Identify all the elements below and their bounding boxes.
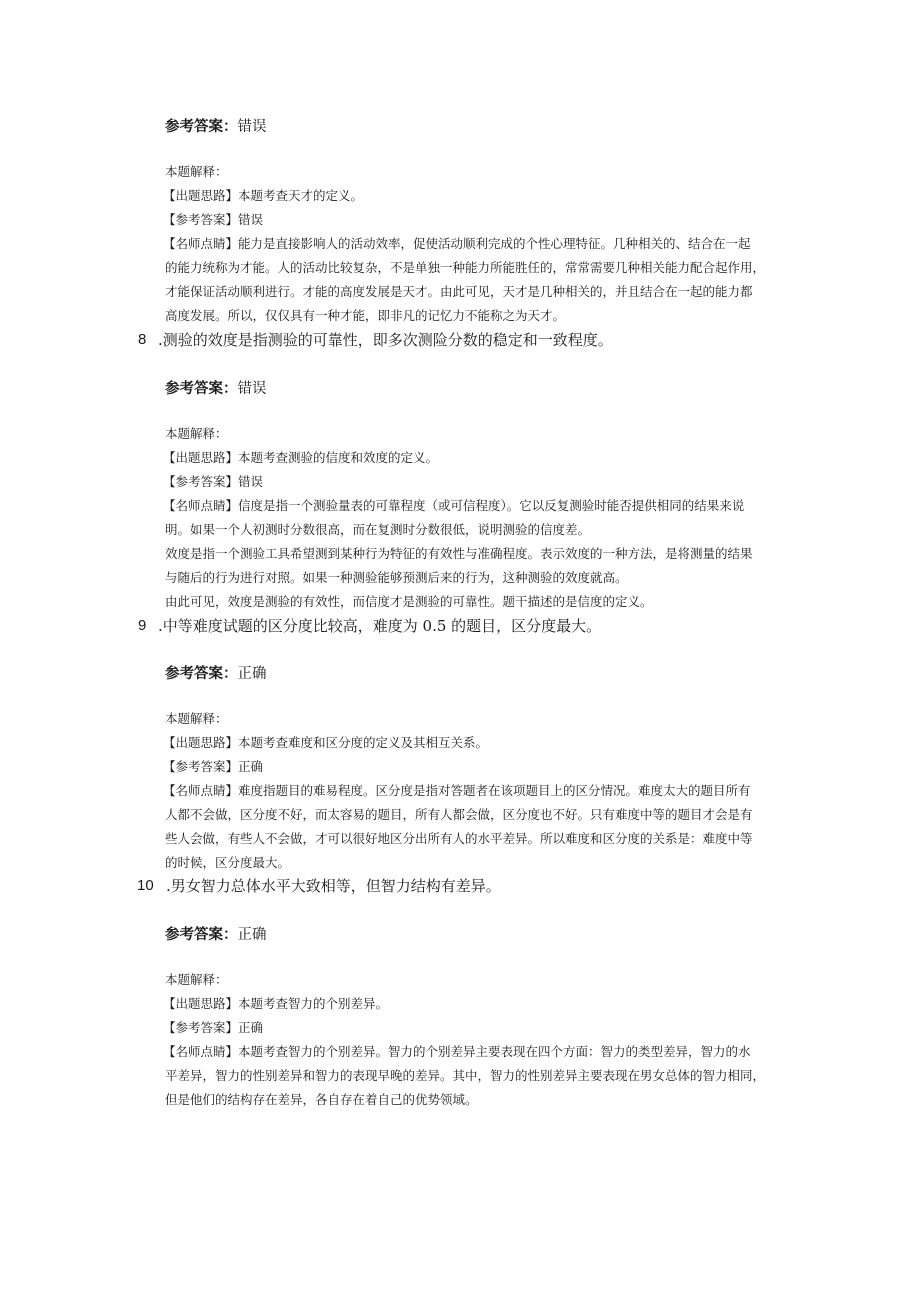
- answer-value: 错误: [237, 381, 267, 397]
- answer-label: 参考答案：: [165, 381, 238, 397]
- explanation-comment-line: 【名师点睛】信度是指一个测验量表的可靠程度（或可信程度）。它以反复测验时能否提供相同的结果来说: [163, 498, 745, 513]
- explanation-comment-line: 才能保证活动顺利进行。才能的高度发展是天才。由此可见，天才是几种相关的，并且结合在一起的能力都: [165, 284, 753, 299]
- answer-row: [165, 925, 267, 944]
- question-number: 9: [138, 617, 147, 634]
- answer-label: 参考答案：: [165, 927, 238, 943]
- explanation-ref-answer: 【参考答案】错误: [163, 212, 264, 227]
- answer-row: [165, 664, 267, 683]
- explanation-title: 本题解释：: [165, 426, 228, 441]
- explanation-ref-answer: 【参考答案】错误: [163, 474, 264, 489]
- answer-row: [165, 379, 267, 398]
- explanation-comment-line: 效度是指一个测验工具希望测到某种行为特征的有效性与准确程度。表示效度的一种方法，是将测量的结果: [165, 546, 753, 561]
- explanation-idea: 【出题思路】本题考查测验的信度和效度的定义。: [163, 450, 439, 465]
- explanation-idea: 【出题思路】本题考查天才的定义。: [163, 188, 364, 203]
- explanation-comment-line: 高度发展。所以，仅仅具有一种才能，即非凡的记忆力不能称之为天才。: [165, 308, 566, 323]
- explanation-comment-line: 人都不会做，区分度不好，而太容易的题目，所有人都会做，区分度也不好。只有难度中等的题目才会是有: [165, 807, 753, 822]
- explanation-title: 本题解释：: [165, 164, 228, 179]
- explanation-comment-line: 些人会做，有些人不会做，才可以很好地区分出所有人的水平差异。所以难度和区分度的关系是：难度中等: [165, 831, 753, 846]
- explanation-comment-line: 与随后的行为进行对照。如果一种测验能够预测后来的行为，这种测验的效度就高。: [165, 570, 628, 585]
- answer-value: 错误: [237, 119, 267, 135]
- explanation-comment-line: 由此可见，效度是测验的有效性，而信度才是测验的可靠性。题干描述的是信度的定义。: [165, 594, 653, 609]
- answer-value: 正确: [237, 666, 267, 682]
- explanation-comment-line: 明。如果一个人初测时分数很高，而在复测时分数很低，说明测验的信度差。: [165, 522, 591, 537]
- explanation-comment-line: 但是他们的结构存在差异，各自存在着自己的优势领域。: [165, 1092, 478, 1107]
- answer-row: [165, 117, 267, 136]
- question-number: 10: [137, 877, 154, 894]
- question-text: .中等难度试题的区分度比较高，难度为 0.5 的题目，区分度最大。: [158, 617, 602, 635]
- question-text: .测验的效度是指测验的可靠性，即多次测险分数的稳定和一致程度。: [158, 331, 613, 349]
- explanation-comment-line: 【名师点睛】本题考查智力的个别差异。智力的个别差异主要表现在四个方面：智力的类型差异，智力的水: [163, 1044, 751, 1059]
- question-number: 8: [138, 331, 147, 348]
- explanation-comment-line: 的能力统称为才能。人的活动比较复杂，不是单独一种能力所能胜任的，常常需要几种相关能力配合起作用，: [165, 260, 766, 275]
- explanation-ref-answer: 【参考答案】正确: [163, 1020, 264, 1035]
- question-text: .男女智力总体水平大致相等，但智力结构有差异。: [166, 877, 501, 895]
- explanation-idea: 【出题思路】本题考查难度和区分度的定义及其相互关系。: [163, 735, 489, 750]
- explanation-ref-answer: 【参考答案】正确: [163, 759, 264, 774]
- explanation-comment-line: 【名师点睛】能力是直接影响人的活动效率，促使活动顺利完成的个性心理特征。几种相关的、结合在一起: [163, 236, 751, 251]
- answer-value: 正确: [237, 927, 267, 943]
- explanation-title: 本题解释：: [165, 711, 228, 726]
- explanation-comment-line: 的时候，区分度最大。: [165, 855, 291, 870]
- explanation-title: 本题解释：: [165, 972, 228, 987]
- answer-label: 参考答案：: [165, 119, 238, 135]
- explanation-comment-line: 平差异，智力的性别差异和智力的表现早晚的差异。其中，智力的性别差异主要表现在男女总体的智力相同，: [165, 1068, 766, 1083]
- answer-label: 参考答案：: [165, 666, 238, 682]
- explanation-idea: 【出题思路】本题考查智力的个别差异。: [163, 996, 389, 1011]
- explanation-comment-line: 【名师点睛】难度指题目的难易程度。区分度是指对答题者在该项题目上的区分情况。难度太大的题目所有: [163, 783, 751, 798]
